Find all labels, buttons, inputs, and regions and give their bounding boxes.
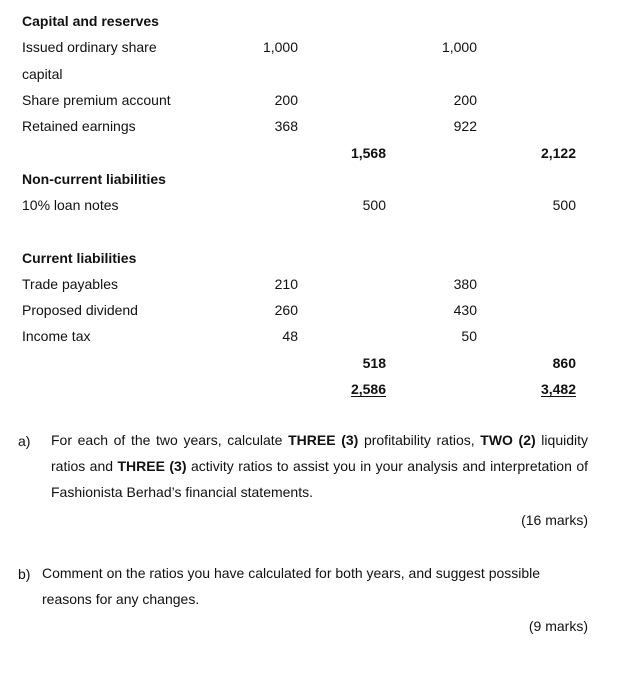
question-a-bold-3: THREE (3) [117,458,187,474]
grand-total-y2: 3,482 [540,381,576,397]
question-a-bold-1: THREE (3) [288,432,359,448]
share-premium-y2: 200 [453,92,477,108]
question-a-text-3: liquidity ratios and [51,432,588,474]
question-b-marker: b) [18,566,31,582]
current-subtotal-y1: 518 [362,355,386,371]
question-b-marks: (9 marks) [528,618,588,634]
issued-share-label-line2: capital [22,66,63,82]
question-a-text-4: activity ratios to assist you in your analysis and interpretation of Fashionista Berhad’s financial statements. [51,458,588,500]
income-tax-label: Income tax [22,328,91,344]
issued-share-y2: 1,000 [441,39,477,55]
question-a-text-2: profitability ratios, [358,432,481,448]
share-premium-label: Share premium account [22,92,171,108]
capital-total-y2: 2,122 [540,145,576,161]
current-liabilities-heading: Current liabilities [22,250,137,266]
income-tax-y2: 50 [461,328,477,344]
loan-notes-y2: 500 [552,197,576,213]
current-subtotal-y2: 860 [552,355,576,371]
retained-earnings-label: Retained earnings [22,118,136,134]
question-a-text-1: For each of the two years, calculate [51,432,289,448]
trade-payables-y2: 380 [453,276,477,292]
capital-total-y1: 1,568 [350,145,386,161]
retained-earnings-y2: 922 [453,118,477,134]
proposed-dividend-y2: 430 [453,302,477,318]
loan-notes-y1: 500 [362,197,386,213]
retained-earnings-y1: 368 [274,118,298,134]
question-a-marker: a) [18,433,31,449]
grand-total-y1: 2,586 [350,381,386,397]
loan-notes-label: 10% loan notes [22,197,119,213]
question-b-text: Comment on the ratios you have calculated for both years, and suggest possible reasons for any changes. [42,565,541,607]
income-tax-y1: 48 [282,328,298,344]
capital-reserves-heading: Capital and reserves [22,13,159,29]
proposed-dividend-label: Proposed dividend [22,302,138,318]
non-current-heading: Non-current liabilities [22,171,166,187]
proposed-dividend-y1: 260 [274,302,298,318]
trade-payables-y1: 210 [274,276,298,292]
trade-payables-label: Trade payables [22,276,118,292]
issued-share-label-line1: Issued ordinary share [22,39,157,55]
issued-share-y1: 1,000 [262,39,298,55]
question-a-text [51,427,588,505]
question-a-marks: (16 marks) [521,512,588,528]
question-a-bold-2: TWO (2) [480,432,536,448]
share-premium-y1: 200 [274,92,298,108]
